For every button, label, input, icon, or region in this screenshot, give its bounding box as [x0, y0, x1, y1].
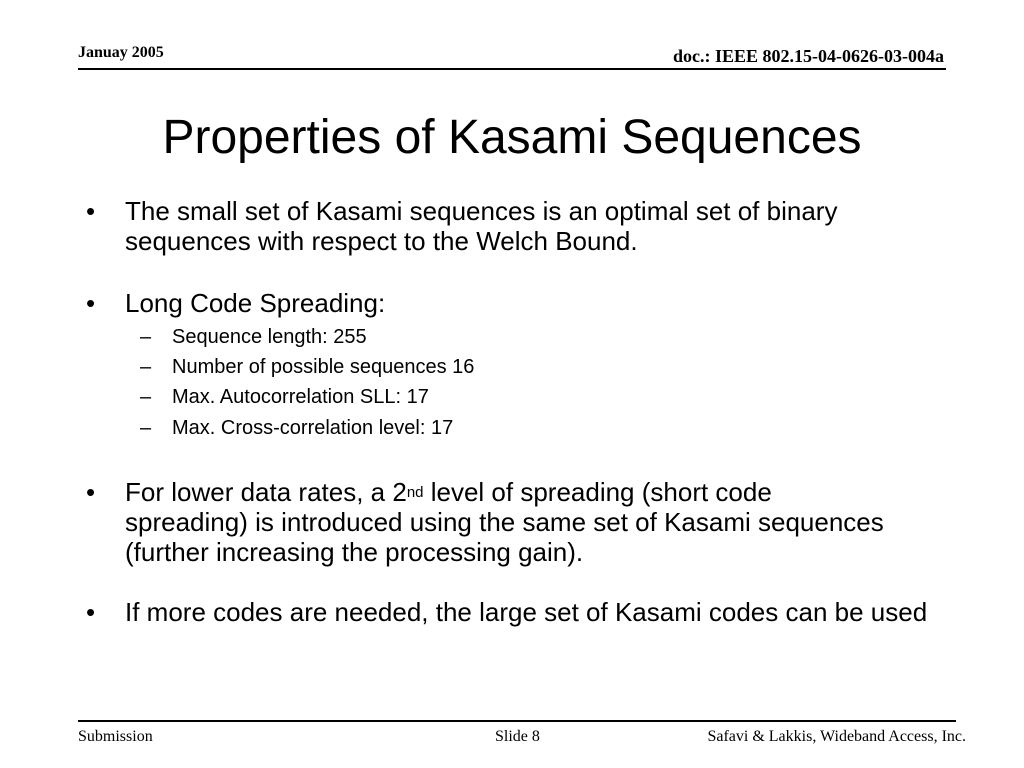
bullet-marker: •: [86, 477, 96, 507]
sub-item-sequence-length: Sequence length: 255: [172, 326, 367, 348]
bullet-text-large-set: If more codes are needed, the large set of Kasami codes can be used: [125, 597, 928, 627]
footer-authors: Safavi & Lakkis, Wideband Access, Inc.: [707, 728, 966, 745]
bullet-marker: •: [86, 288, 96, 318]
bullet-text-lower-rates: For lower data rates, a 2nd level of spreading (short code spreading) is introduced using the same set of Kasami sequences (further increasing the processing gain).: [125, 477, 884, 567]
header-divider: [78, 68, 946, 70]
header-date: Januay 2005: [78, 44, 164, 61]
slide-title: Properties of Kasami Sequences: [162, 111, 862, 164]
header-doc-id: doc.: IEEE 802.15-04-0626-03-004a: [673, 46, 944, 66]
dash-marker: –: [140, 326, 152, 348]
footer-slide-number: Slide 8: [495, 728, 540, 745]
bullet-marker: •: [86, 597, 96, 627]
dash-marker: –: [140, 417, 152, 439]
bullet-marker: •: [86, 196, 96, 226]
sub-item-cross-correlation: Max. Cross-correlation level: 17: [172, 417, 454, 439]
footer-submission: Submission: [78, 728, 153, 745]
footer-divider: [78, 720, 956, 722]
bullet-text-long-code: Long Code Spreading:: [125, 288, 386, 318]
dash-marker: –: [140, 386, 152, 408]
sub-item-possible-sequences: Number of possible sequences 16: [172, 356, 475, 378]
dash-marker: –: [140, 356, 152, 378]
bullet-text-welch: The small set of Kasami sequences is an optimal set of binary sequences with respect to the Welch Bound.: [125, 196, 838, 256]
sub-item-autocorrelation: Max. Autocorrelation SLL: 17: [172, 386, 429, 408]
